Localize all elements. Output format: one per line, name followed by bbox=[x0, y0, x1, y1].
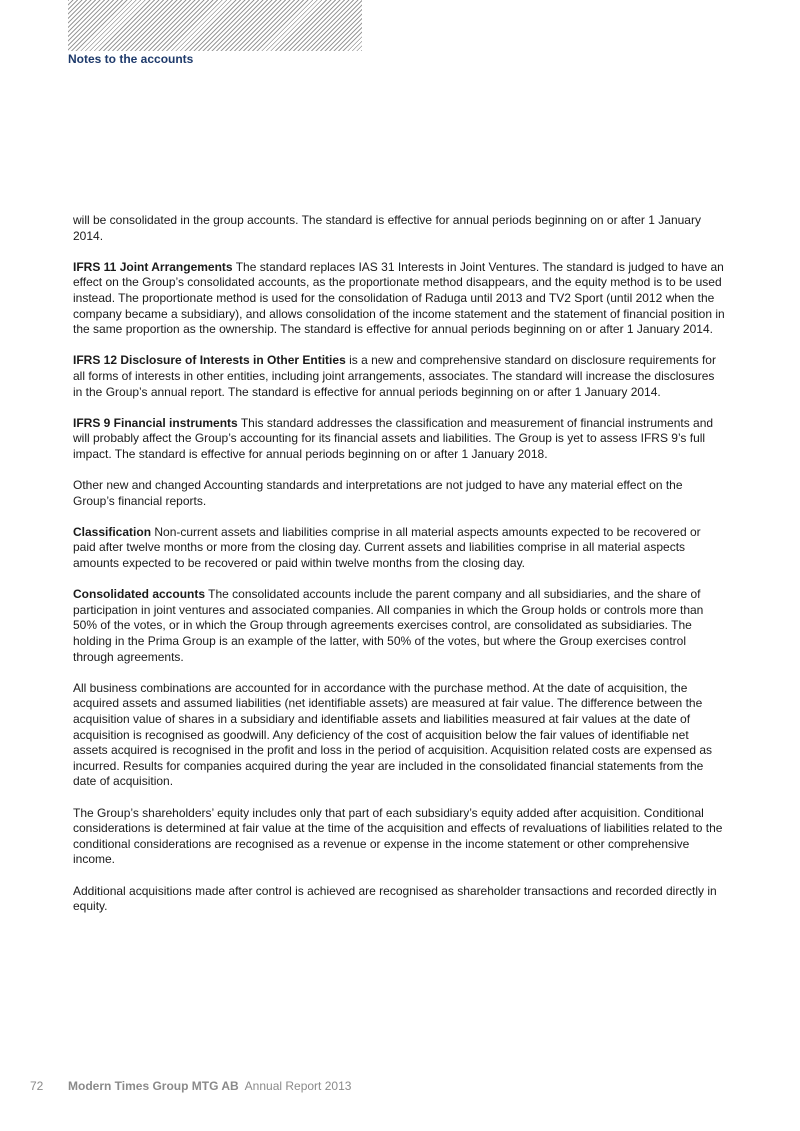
page-number: 72 bbox=[30, 1079, 44, 1093]
paragraph: IFRS 12 Disclosure of Interests in Other Entities is a new and comprehensive standard on disclosure requirements for all forms of interests in other entities, including joint arrangements, associates. The standard will increase the disclosures in the Group’s annual report. The standard is effective for annual periods beginning on or after 1 January 2014. bbox=[73, 353, 716, 399]
paragraph: will be consolidated in the group accounts. The standard is effective for annual periods beginning on or after 1 January 2014. bbox=[73, 213, 701, 243]
footer-company: Modern Times Group MTG AB bbox=[68, 1079, 239, 1093]
paragraph: IFRS 9 Financial instruments This standard addresses the classification and measurement of financial instruments and will probably affect the Group’s accounting for its financial assets and liabilities. The Group is yet to assess IFRS 9’s full impact. The standard is effective for annual periods beginning on or after 1 January 2018. bbox=[73, 415, 714, 461]
paragraph: Classification Non-current assets and liabilities comprise in all material aspects amounts expected to be recovered or paid after twelve months or more from the closing day. Current assets and liabilities comprise in all material aspects amounts expected to be recovered or paid within twelve months from the closing day. bbox=[73, 524, 701, 571]
paragraph-heading: IFRS 9 Financial instruments bbox=[73, 415, 238, 430]
paragraph-heading: IFRS 11 Joint Arrangements bbox=[73, 259, 233, 274]
paragraph: IFRS 11 Joint Arrangements The standard replaces IAS 31 Interests in Joint Ventures. The standard is judged to have an effect on the Group’s consolidated accounts, as the proportionate method disappears, and the equity method is to be used instead. The proportionate method is used for the consolidation of Raduga until 2013 and TV2 Sport (until 2012 when the company became a subsidiary), and allows consolidation of the income statement and the statement of financial position in the same proportion as the ownership. The standard is effective for annual periods beginning on or after 1 January 2014. bbox=[73, 259, 725, 337]
notes-body bbox=[73, 213, 725, 930]
paragraph: Consolidated accounts The consolidated accounts include the parent company and all subsidiaries, and the share of participation in joint ventures and associated companies. All companies in which the Group holds or controls more than 50% of the votes, or in which the Group through agreements exercises control, are consolidated as subsidiaries. The holding in the Prima Group is an example of the latter, with 50% of the votes, but where the Group exercises control through agreements. bbox=[73, 587, 704, 664]
paragraph-heading: IFRS 12 Disclosure of Interests in Other Entities bbox=[73, 353, 346, 368]
page-footer bbox=[30, 1079, 351, 1093]
section-title: Notes to the accounts bbox=[68, 52, 194, 66]
paragraph: All business combinations are accounted for in accordance with the purchase method. At the date of acquisition, the acquired assets and assumed liabilities (net identifiable assets) are measured at fair value. The difference between the acquisition value of shares in a subsidiary and identifiable assets and liabilities measured at fair values at the date of acquisition is recognised as goodwill. Any deficiency of the cost of acquisition below the fair values of identifiable net assets acquired is recognised in the profit and loss in the period of acquisition. Acquisition related costs are expensed as incurred. Results for companies acquired during the year are included in the consolidated financial statements from the date of acquisition. bbox=[73, 680, 713, 789]
paragraph: Additional acquisitions made after control is achieved are recognised as shareholder transactions and recorded directly in equity. bbox=[73, 883, 717, 914]
paragraph-heading: Classification bbox=[73, 524, 152, 539]
paragraph-heading: Consolidated accounts bbox=[73, 587, 206, 602]
paragraph: Other new and changed Accounting standards and interpretations are not judged to have any material effect on the Group’s financial reports. bbox=[73, 478, 683, 508]
header-hatch-pattern bbox=[68, 0, 362, 51]
paragraph: The Group’s shareholders’ equity includes only that part of each subsidiary’s equity added after acquisition. Conditional considerations is determined at fair value at the time of the acquisition and effects of revaluations of liabilities related to the conditional considerations are recognised as a revenue or expense in the income statement or other comprehensive income. bbox=[73, 805, 723, 867]
footer-report: Annual Report 2013 bbox=[244, 1079, 352, 1093]
